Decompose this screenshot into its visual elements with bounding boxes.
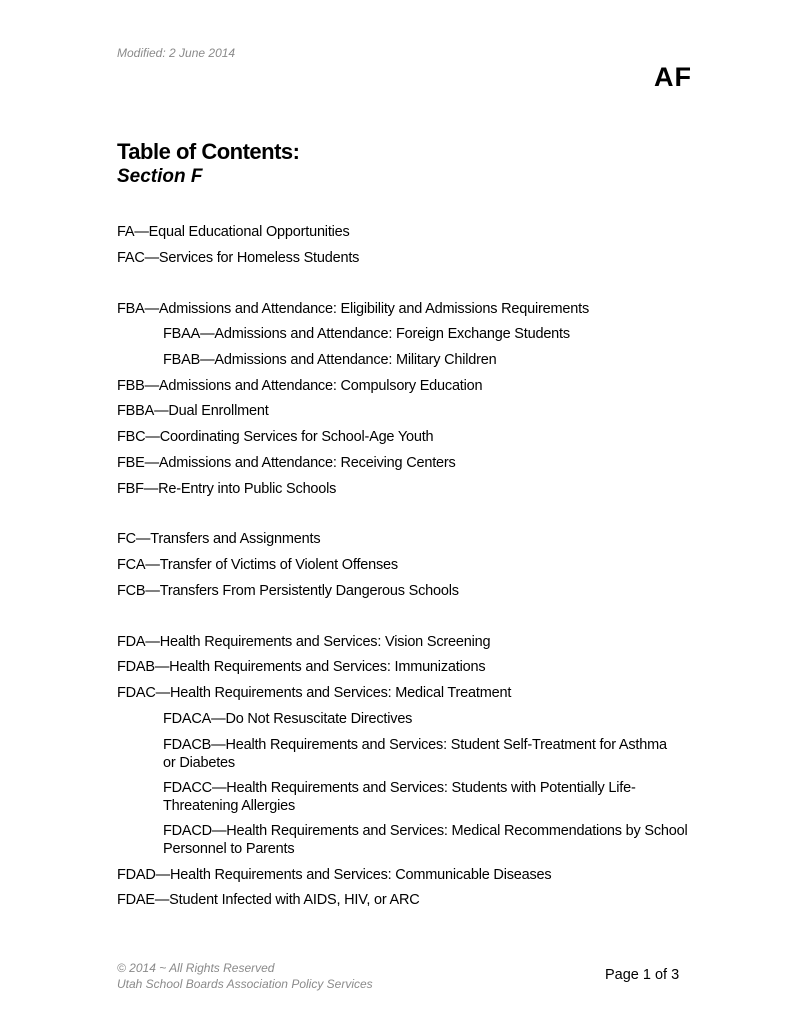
toc-entry-fbb: FBB—Admissions and Attendance: Compulsory Education	[117, 378, 483, 394]
toc-entry-fac: FAC—Services for Homeless Students	[117, 250, 360, 266]
footer-credits	[117, 960, 373, 992]
page-subtitle: Section F	[117, 166, 203, 187]
toc-entry-fda: FDA—Health Requirements and Services: Vision Screening	[117, 634, 491, 650]
toc-entry-fdacb: FDACB—Health Requirements and Services: Student Self-Treatment for Asthma or Diabetes	[163, 737, 667, 771]
toc-entry-fdac: FDAC—Health Requirements and Services: Medical Treatment	[117, 685, 512, 701]
toc-entry-fdacc: FDACC—Health Requirements and Services: Students with Potentially Life-Threatening Allergies	[163, 780, 636, 814]
toc-entry-fcb: FCB—Transfers From Persistently Dangerous Schools	[117, 583, 459, 599]
toc-entry-fdae: FDAE—Student Infected with AIDS, HIV, or ARC	[117, 892, 420, 908]
toc-entry-fdad: FDAD—Health Requirements and Services: Communicable Diseases	[117, 867, 552, 883]
toc-entry-fca: FCA—Transfer of Victims of Violent Offenses	[117, 557, 398, 573]
page-title: Table of Contents:	[117, 139, 300, 164]
toc-entry-fdaca: FDACA—Do Not Resuscitate Directives	[163, 711, 413, 727]
policy-code: AF	[654, 62, 692, 92]
toc-entry-fbab: FBAB—Admissions and Attendance: Military Children	[163, 352, 497, 368]
copyright-notice: © 2014 ~ All Rights Reserved	[117, 961, 275, 975]
toc-entry-fbba: FBBA—Dual Enrollment	[117, 403, 269, 419]
toc-entry-fdab: FDAB—Health Requirements and Services: Immunizations	[117, 659, 486, 675]
modified-date: Modified: 2 June 2014	[117, 46, 236, 60]
toc-entry-fc: FC—Transfers and Assignments	[117, 531, 321, 547]
publisher-name: Utah School Boards Association Policy Services	[117, 977, 373, 991]
toc-entry-fba: FBA—Admissions and Attendance: Eligibility and Admissions Requirements	[117, 301, 589, 317]
toc-entry-fdacd: FDACD—Health Requirements and Services: Medical Recommendations by School Personnel to Parents	[163, 823, 688, 857]
toc-entry-fbf: FBF—Re-Entry into Public Schools	[117, 481, 337, 497]
page-number: Page 1 of 3	[605, 967, 680, 983]
toc-entry-fbaa: FBAA—Admissions and Attendance: Foreign Exchange Students	[163, 326, 570, 342]
toc-entry-fa: FA—Equal Educational Opportunities	[117, 224, 350, 240]
toc-entry-fbe: FBE—Admissions and Attendance: Receiving Centers	[117, 455, 456, 471]
toc-entry-fbc: FBC—Coordinating Services for School-Age Youth	[117, 429, 434, 445]
